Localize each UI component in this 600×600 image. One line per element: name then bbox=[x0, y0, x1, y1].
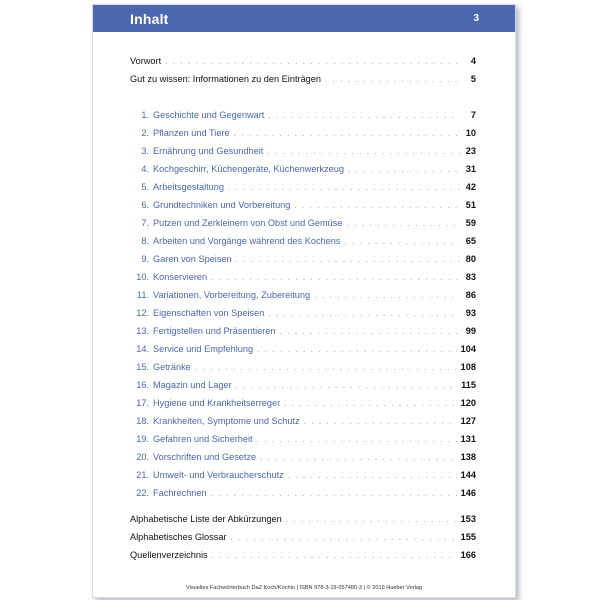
chapter-number: 21. bbox=[136, 470, 149, 480]
entry-title: Magazin und Lager bbox=[153, 380, 232, 390]
entry-page-number: 120 bbox=[460, 398, 476, 408]
entry-page-number: 131 bbox=[460, 434, 476, 444]
entry-page-number: 7 bbox=[470, 110, 476, 120]
toc-front-matter bbox=[130, 56, 476, 92]
dot-leader bbox=[325, 75, 460, 84]
toc-entry bbox=[130, 488, 476, 506]
dot-leader bbox=[286, 515, 457, 524]
entry-page-number: 5 bbox=[470, 74, 476, 84]
toc-entry bbox=[130, 380, 476, 398]
toc-chapters bbox=[130, 110, 476, 506]
entry-page-number: 115 bbox=[461, 380, 476, 390]
toc-entry bbox=[130, 290, 476, 308]
entry-page-number: 104 bbox=[460, 344, 476, 354]
dot-leader bbox=[234, 129, 460, 138]
chapter-number: 13. bbox=[136, 326, 149, 336]
toc-entry bbox=[130, 146, 476, 164]
footer-imprint: Visuelles Fachwörterbuch DaZ Koch/Köchin | ISBN 978-3-19-057480-3 | © 2019 Hueber Verlag bbox=[185, 585, 423, 591]
chapter-number: 3. bbox=[141, 146, 149, 156]
entry-title: Gefahren und Sicherheit bbox=[153, 434, 253, 444]
entry-page-number: 138 bbox=[460, 452, 476, 462]
entry-page-number: 153 bbox=[460, 514, 476, 524]
toc-entry bbox=[130, 398, 476, 416]
toc-entry bbox=[130, 218, 476, 236]
toc-entry bbox=[130, 236, 476, 254]
entry-title: Gut zu wissen: Informationen zu den Einträgen bbox=[130, 74, 322, 84]
chapter-number: 11. bbox=[136, 290, 149, 300]
dot-leader bbox=[288, 471, 457, 480]
entry-page-number: 86 bbox=[465, 290, 476, 300]
dot-leader bbox=[348, 165, 460, 174]
entry-page-number: 65 bbox=[465, 236, 476, 246]
entry-title: Konservieren bbox=[153, 272, 208, 282]
chapter-number: 14. bbox=[136, 344, 149, 354]
document-page bbox=[92, 4, 516, 598]
entry-title: Getränke bbox=[153, 362, 191, 372]
chapter-number: 18. bbox=[136, 416, 149, 426]
entry-page-number: 23 bbox=[465, 146, 476, 156]
toc-entry bbox=[130, 200, 476, 218]
dot-leader bbox=[212, 551, 457, 560]
toc-entry bbox=[130, 550, 476, 568]
entry-page-number: 108 bbox=[460, 362, 476, 372]
toc-entry bbox=[130, 164, 476, 182]
toc-entry bbox=[130, 182, 476, 200]
entry-title: Quellenverzeichnis bbox=[130, 550, 208, 560]
dot-leader bbox=[236, 255, 460, 264]
entry-title: Vorschriften und Gesetze bbox=[153, 452, 257, 462]
toc-entry bbox=[130, 56, 476, 74]
toc-entry bbox=[130, 272, 476, 290]
dot-leader bbox=[268, 111, 460, 120]
entry-page-number: 155 bbox=[460, 532, 476, 542]
dot-leader bbox=[211, 489, 457, 498]
chapter-number: 10. bbox=[136, 272, 149, 282]
toc-entry bbox=[130, 110, 476, 128]
toc-entry bbox=[130, 470, 476, 488]
toc-entry bbox=[130, 344, 476, 362]
entry-page-number: 99 bbox=[465, 326, 476, 336]
chapter-number: 20. bbox=[136, 452, 149, 462]
entry-title: Putzen und Zerkleinern von Obst und Gemüse bbox=[153, 218, 343, 228]
entry-page-number: 93 bbox=[465, 308, 476, 318]
chapter-number: 9. bbox=[141, 254, 149, 264]
chapter-number: 15. bbox=[136, 362, 149, 372]
header-bar bbox=[93, 5, 515, 32]
toc-entry bbox=[130, 308, 476, 326]
toc-entry bbox=[130, 452, 476, 470]
dot-leader bbox=[236, 381, 458, 390]
dot-leader bbox=[165, 57, 460, 66]
toc-entry bbox=[130, 128, 476, 146]
dot-leader bbox=[260, 453, 456, 462]
entry-title: Eigenschaften von Speisen bbox=[153, 308, 265, 318]
dot-leader bbox=[314, 291, 460, 300]
toc-entry bbox=[130, 434, 476, 452]
toc-entry bbox=[130, 254, 476, 272]
chapter-number: 22. bbox=[136, 488, 149, 498]
chapter-number: 17. bbox=[136, 398, 149, 408]
toc-entry bbox=[130, 532, 476, 550]
entry-page-number: 10 bbox=[465, 128, 476, 138]
entry-title: Variationen, Vorbereitung, Zubereitung bbox=[153, 290, 311, 300]
entry-title: Ernährung und Gesundheit bbox=[153, 146, 264, 156]
toc-entry bbox=[130, 416, 476, 434]
entry-title: Fachrechnen bbox=[153, 488, 207, 498]
entry-title: Umwelt- und Verbraucherschutz bbox=[153, 470, 284, 480]
chapter-number: 5. bbox=[141, 182, 149, 192]
toc-back-matter bbox=[130, 514, 476, 568]
dot-leader bbox=[211, 273, 460, 282]
entry-page-number: 80 bbox=[465, 254, 476, 264]
chapter-number: 19. bbox=[136, 434, 149, 444]
entry-page-number: 4 bbox=[470, 56, 476, 66]
dot-leader bbox=[304, 417, 457, 426]
entry-page-number: 59 bbox=[465, 218, 476, 228]
entry-title: Krankheiten, Symptome und Schutz bbox=[153, 416, 300, 426]
entry-page-number: 146 bbox=[460, 488, 476, 498]
entry-page-number: 127 bbox=[460, 416, 476, 426]
dot-leader bbox=[268, 309, 460, 318]
chapter-number: 6. bbox=[141, 200, 149, 210]
chapter-number: 7. bbox=[141, 218, 149, 228]
entry-title: Fertigstellen und Präsentieren bbox=[153, 326, 276, 336]
toc-entry bbox=[130, 326, 476, 344]
entry-page-number: 42 bbox=[465, 182, 476, 192]
dot-leader bbox=[284, 399, 456, 408]
dot-leader bbox=[257, 345, 457, 354]
dot-leader bbox=[294, 201, 460, 210]
dot-leader bbox=[344, 237, 460, 246]
chapter-number: 4. bbox=[141, 164, 149, 174]
entry-title: Hygiene und Krankheitserreger bbox=[153, 398, 281, 408]
toc-entry bbox=[130, 514, 476, 532]
dot-leader bbox=[228, 183, 460, 192]
dot-leader bbox=[280, 327, 460, 336]
chapter-number: 2. bbox=[141, 128, 149, 138]
dot-leader bbox=[231, 533, 457, 542]
entry-title: Arbeiten und Vorgänge während des Kochens bbox=[153, 236, 341, 246]
page-title: Inhalt bbox=[130, 10, 169, 27]
entry-title: Kochgeschirr, Küchengeräte, Küchenwerkzeug bbox=[153, 164, 345, 174]
entry-page-number: 83 bbox=[465, 272, 476, 282]
chapter-number: 12. bbox=[136, 308, 149, 318]
entry-title: Garen von Speisen bbox=[153, 254, 232, 264]
entry-page-number: 144 bbox=[460, 470, 476, 480]
entry-page-number: 51 bbox=[465, 200, 476, 210]
entry-title: Service und Empfehlung bbox=[153, 344, 254, 354]
entry-title: Geschichte und Gegenwart bbox=[153, 110, 265, 120]
entry-title: Alphabetische Liste der Abkürzungen bbox=[130, 514, 282, 524]
entry-title: Vorwort bbox=[130, 56, 162, 66]
dot-leader bbox=[346, 219, 460, 228]
chapter-number: 8. bbox=[141, 236, 149, 246]
entry-title: Grundtechniken und Vorbereitung bbox=[153, 200, 291, 210]
entry-title: Pflanzen und Tiere bbox=[153, 128, 230, 138]
entry-page-number: 31 bbox=[465, 164, 476, 174]
toc-entry bbox=[130, 362, 476, 380]
chapter-number: 1. bbox=[141, 110, 149, 120]
entry-page-number: 166 bbox=[460, 550, 476, 560]
chapter-number: 16. bbox=[136, 380, 149, 390]
entry-title: Arbeitsgestaltung bbox=[153, 182, 224, 192]
dot-leader bbox=[257, 435, 457, 444]
dot-leader bbox=[267, 147, 460, 156]
entry-title: Alphabetisches Glossar bbox=[130, 532, 227, 542]
dot-leader bbox=[195, 363, 457, 372]
page-number: 3 bbox=[473, 13, 479, 24]
toc-entry bbox=[130, 74, 476, 92]
